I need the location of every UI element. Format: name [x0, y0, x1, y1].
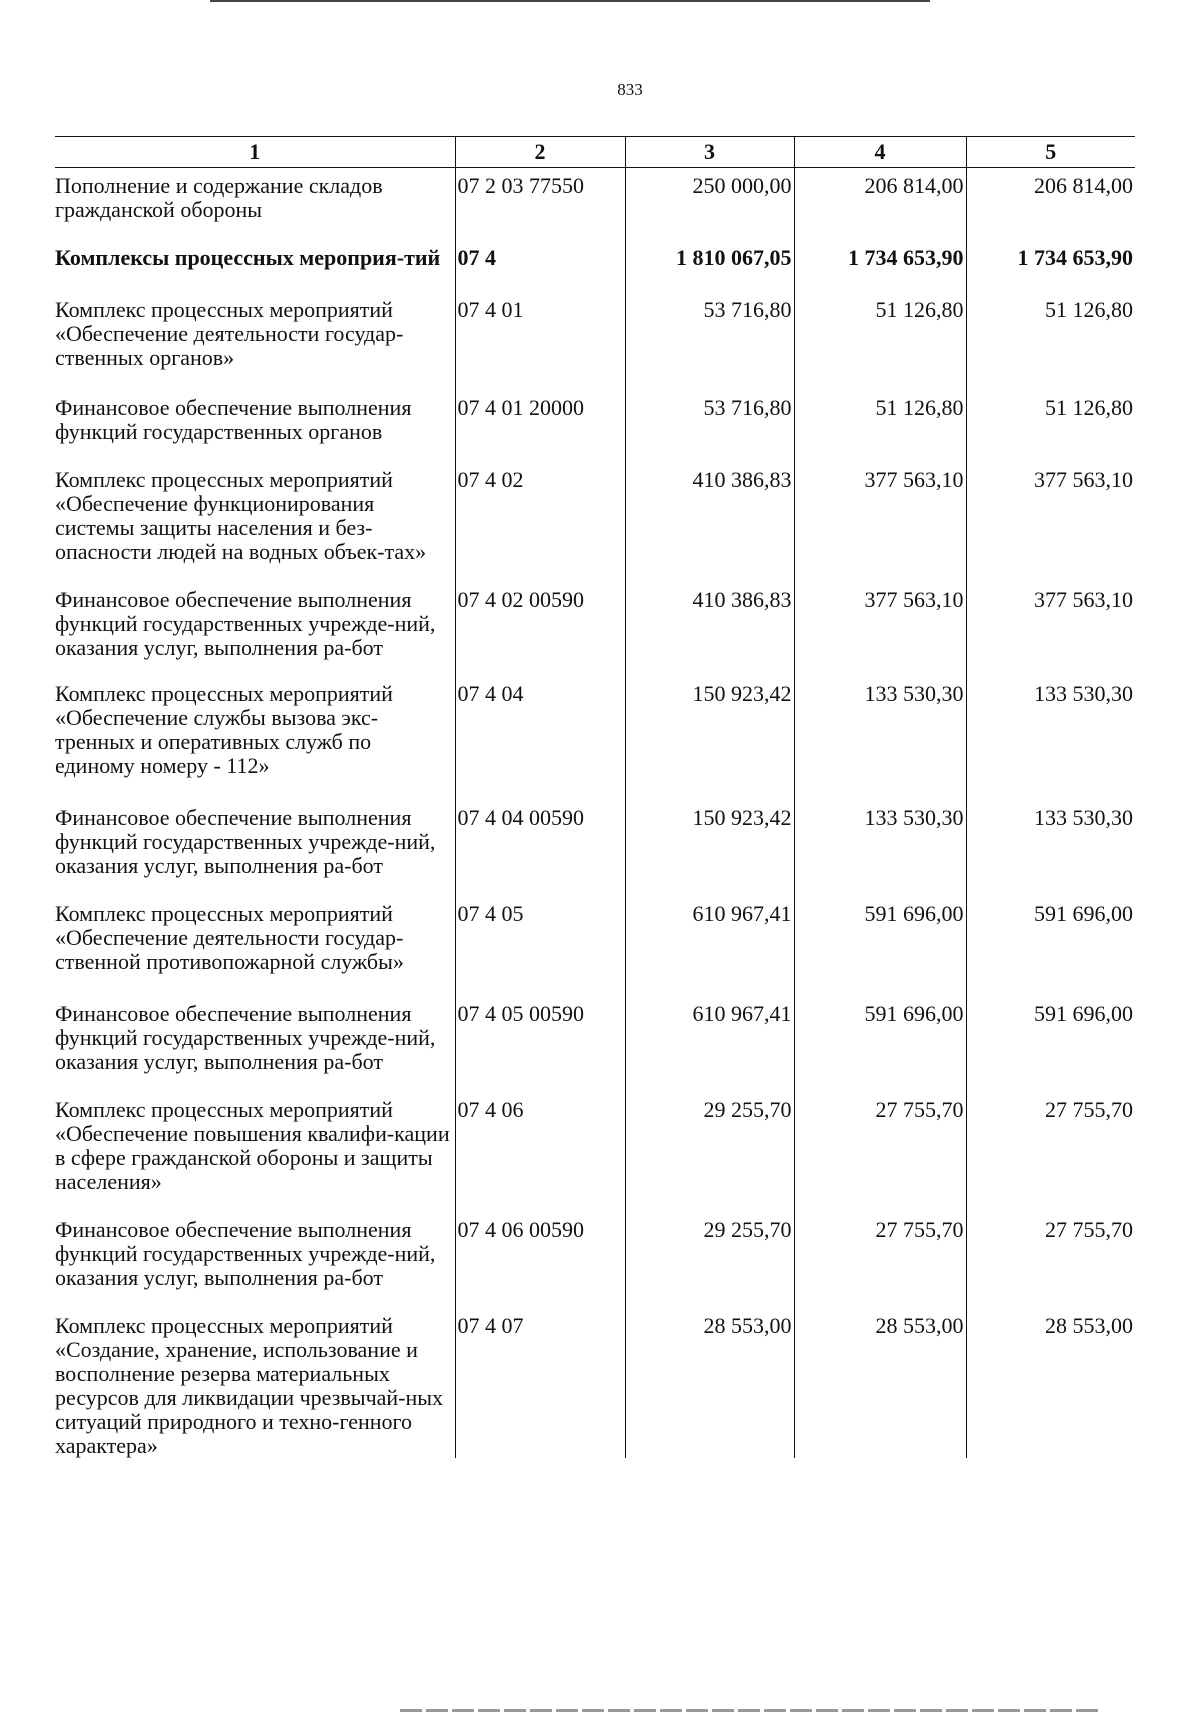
column-header-1: 1 — [55, 137, 455, 168]
row-value-col5-cell: 377 563,10 — [966, 468, 1135, 588]
row-code-cell: 07 4 01 20000 — [455, 396, 625, 468]
row-value-col5-cell: 377 563,10 — [966, 588, 1135, 682]
row-code-cell: 07 2 03 77550 — [455, 168, 625, 247]
row-value-col5-cell: 206 814,00 — [966, 168, 1135, 247]
row-value-col4-cell: 51 126,80 — [794, 396, 966, 468]
row-value-col3-cell: 53 716,80 — [625, 298, 794, 396]
scan-bottom-rule — [400, 1709, 1100, 1712]
budget-table — [55, 136, 1135, 1458]
table-row — [55, 396, 1135, 468]
scan-top-rule — [210, 0, 930, 2]
row-value-col3-cell: 610 967,41 — [625, 1002, 794, 1098]
row-value-col5-cell: 1 734 653,90 — [966, 246, 1135, 298]
row-value-col3-cell: 150 923,42 — [625, 806, 794, 902]
row-value-col3-cell: 29 255,70 — [625, 1098, 794, 1218]
row-name-cell: Комплексы процессных мероприя-тий — [55, 245, 441, 270]
column-header-5: 5 — [966, 137, 1135, 168]
table-row — [55, 682, 1135, 806]
row-value-col3-cell: 410 386,83 — [625, 588, 794, 682]
row-value-col3-cell: 28 553,00 — [625, 1314, 794, 1458]
column-header-4: 4 — [794, 137, 966, 168]
row-value-col5-cell: 51 126,80 — [966, 396, 1135, 468]
row-code-cell: 07 4 02 00590 — [455, 588, 625, 682]
row-value-col4-cell: 51 126,80 — [794, 298, 966, 396]
row-code-cell: 07 4 04 — [455, 682, 625, 806]
row-code-cell: 07 4 06 — [455, 1098, 625, 1218]
row-value-col3-cell: 1 810 067,05 — [625, 246, 794, 298]
row-value-col4-cell: 377 563,10 — [794, 588, 966, 682]
table-row — [55, 902, 1135, 1002]
row-value-col5-cell: 133 530,30 — [966, 806, 1135, 902]
row-name-cell: Комплекс процессных мероприятий «Обеспечение деятельности государ-ственной противопожарной службы» — [55, 901, 404, 974]
row-value-col4-cell: 27 755,70 — [794, 1098, 966, 1218]
table-row — [55, 1002, 1135, 1098]
row-code-cell: 07 4 02 — [455, 468, 625, 588]
row-code-cell: 07 4 04 00590 — [455, 806, 625, 902]
row-name-cell: Комплекс процессных мероприятий «Обеспечение повышения квалифи-кации в сфере гражданской обороны и защиты населения» — [55, 1097, 450, 1194]
table-row — [55, 468, 1135, 588]
row-value-col4-cell: 591 696,00 — [794, 902, 966, 1002]
row-name-cell: Комплекс процессных мероприятий «Создание, хранение, использование и восполнение резерва материальных ресурсов для ликвидации чрезвычай-ных ситуаций природного и техно-генного характера» — [55, 1313, 444, 1458]
row-name-cell: Финансовое обеспечение выполнения функций государственных учрежде-ний, оказания услуг, выполнения ра-бот — [55, 587, 436, 660]
row-code-cell: 07 4 05 00590 — [455, 1002, 625, 1098]
row-value-col4-cell: 377 563,10 — [794, 468, 966, 588]
row-name-cell: Финансовое обеспечение выполнения функций государственных учрежде-ний, оказания услуг, выполнения ра-бот — [55, 1001, 436, 1074]
row-name-cell: Финансовое обеспечение выполнения функций государственных органов — [55, 395, 412, 444]
row-value-col5-cell: 591 696,00 — [966, 1002, 1135, 1098]
row-value-col3-cell: 29 255,70 — [625, 1218, 794, 1314]
table-body — [55, 168, 1135, 1459]
row-code-cell: 07 4 06 00590 — [455, 1218, 625, 1314]
table-row — [55, 1098, 1135, 1218]
row-name-cell: Комплекс процессных мероприятий «Обеспечение деятельности государ-ственных органов» — [55, 297, 404, 370]
row-value-col5-cell: 27 755,70 — [966, 1098, 1135, 1218]
row-value-col3-cell: 250 000,00 — [625, 168, 794, 247]
row-name-cell: Финансовое обеспечение выполнения функций государственных учрежде-ний, оказания услуг, выполнения ра-бот — [55, 1217, 436, 1290]
row-value-col5-cell: 591 696,00 — [966, 902, 1135, 1002]
row-value-col4-cell: 591 696,00 — [794, 1002, 966, 1098]
row-value-col3-cell: 150 923,42 — [625, 682, 794, 806]
row-value-col5-cell: 51 126,80 — [966, 298, 1135, 396]
row-value-col4-cell: 206 814,00 — [794, 168, 966, 247]
table-row — [55, 168, 1135, 247]
table-row — [55, 806, 1135, 902]
row-value-col5-cell: 133 530,30 — [966, 682, 1135, 806]
row-name-cell: Комплекс процессных мероприятий «Обеспечение службы вызова экс-тренных и оперативных служб по единому номеру - 112» — [55, 681, 393, 778]
row-code-cell: 07 4 05 — [455, 902, 625, 1002]
row-name-cell: Пополнение и содержание складов гражданской обороны — [55, 173, 383, 222]
row-value-col4-cell: 133 530,30 — [794, 682, 966, 806]
row-value-col4-cell: 27 755,70 — [794, 1218, 966, 1314]
row-value-col4-cell: 28 553,00 — [794, 1314, 966, 1458]
row-value-col3-cell: 53 716,80 — [625, 396, 794, 468]
row-code-cell: 07 4 01 — [455, 298, 625, 396]
row-code-cell: 07 4 07 — [455, 1314, 625, 1458]
column-header-3: 3 — [625, 137, 794, 168]
page-number: 833 — [617, 80, 643, 99]
column-header-2: 2 — [455, 137, 625, 168]
table-row — [55, 246, 1135, 298]
row-value-col4-cell: 1 734 653,90 — [794, 246, 966, 298]
row-value-col4-cell: 133 530,30 — [794, 806, 966, 902]
row-name-cell: Финансовое обеспечение выполнения функций государственных учрежде-ний, оказания услуг, выполнения ра-бот — [55, 805, 436, 878]
row-value-col5-cell: 28 553,00 — [966, 1314, 1135, 1458]
row-value-col3-cell: 410 386,83 — [625, 468, 794, 588]
row-value-col5-cell: 27 755,70 — [966, 1218, 1135, 1314]
table-row — [55, 1218, 1135, 1314]
row-value-col3-cell: 610 967,41 — [625, 902, 794, 1002]
row-name-cell: Комплекс процессных мероприятий «Обеспечение функционирования системы защиты населения и без-опасности людей на водных объек-тах» — [55, 467, 427, 564]
table-header-row — [55, 137, 1135, 168]
table-row — [55, 1314, 1135, 1458]
row-code-cell: 07 4 — [455, 246, 625, 298]
table-row — [55, 588, 1135, 682]
table-row — [55, 298, 1135, 396]
